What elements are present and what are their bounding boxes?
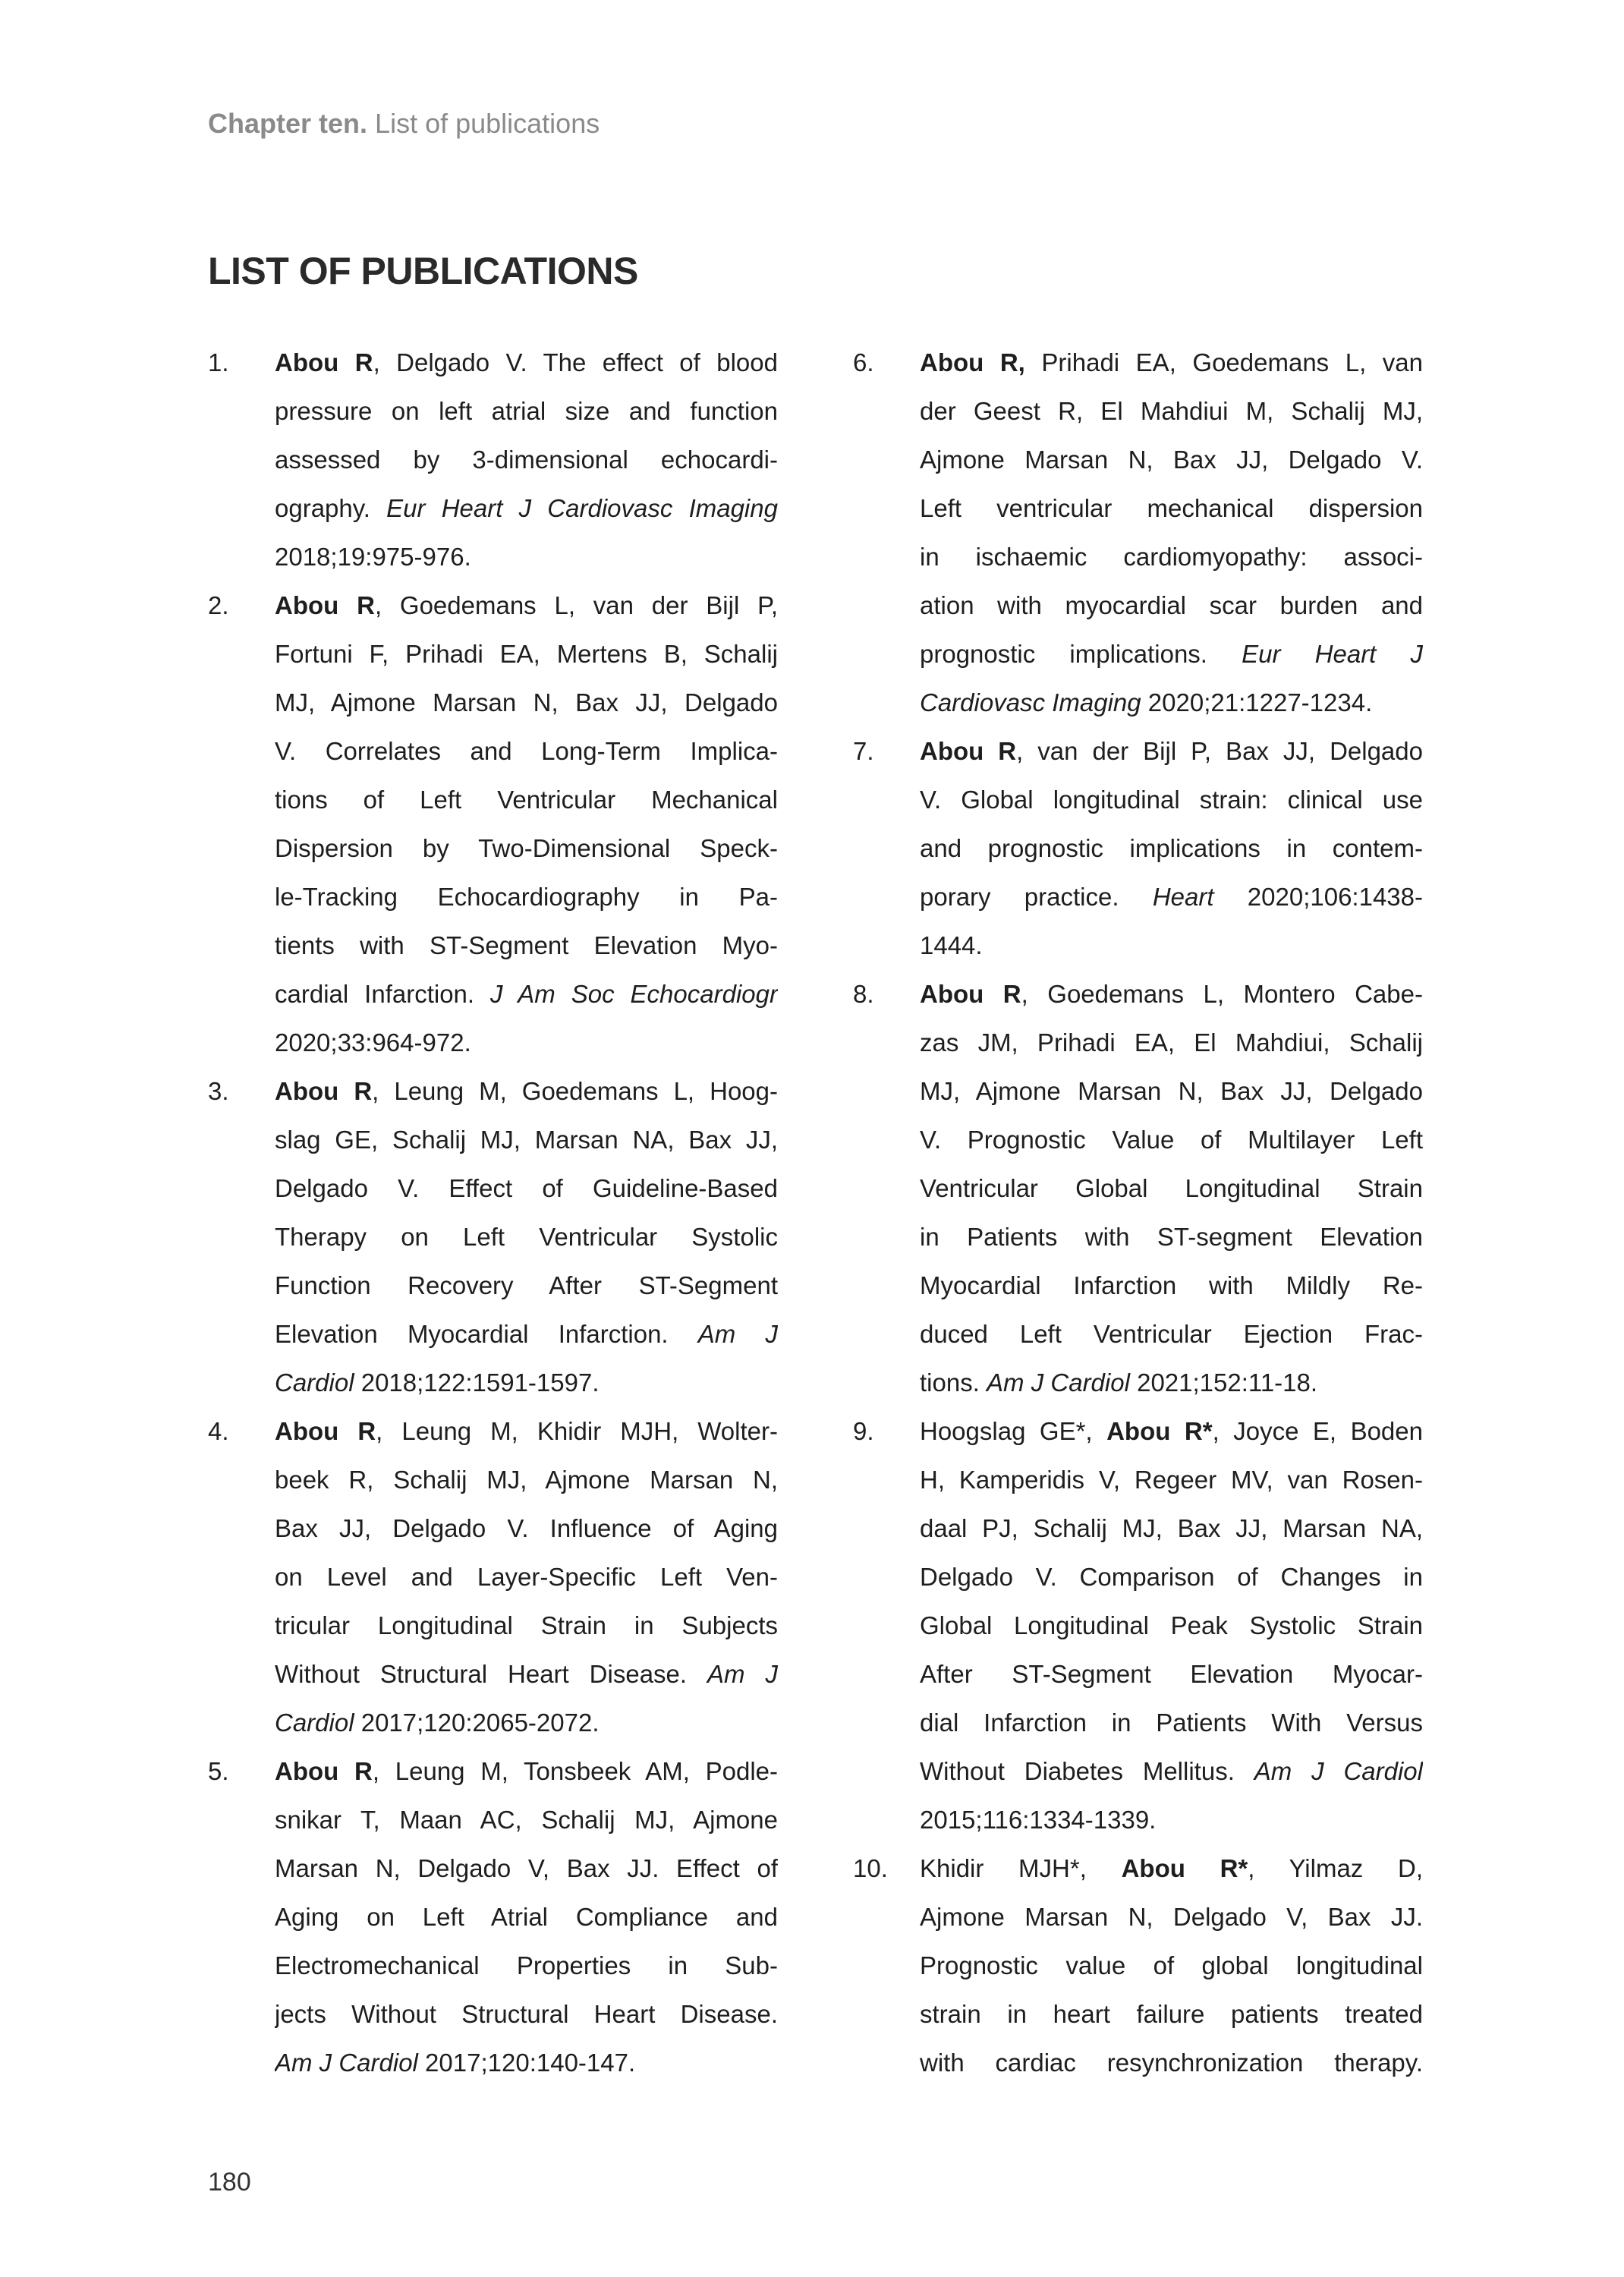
entry-text: , Goedemans L, Montero Cabe- <box>1021 980 1423 1008</box>
entry-line <box>920 824 1423 873</box>
entry-text: Hoogslag GE*, <box>920 1417 1107 1445</box>
entry-text: Bax JJ, Delgado V. Influence of Aging <box>275 1514 778 1542</box>
entry-text: tions of Left Ventricular Mechanical <box>275 786 778 814</box>
entry-line <box>275 1310 778 1359</box>
entry-line <box>275 1699 778 1747</box>
entry-line <box>920 679 1423 727</box>
entry-text: beek R, Schalij MJ, Ajmone Marsan N, <box>275 1466 778 1494</box>
entry-text: Without Structural Heart Disease. <box>275 1660 708 1688</box>
entry-number: 2. <box>208 591 229 619</box>
entry-line <box>275 921 778 970</box>
entry-line <box>920 387 1423 436</box>
entry-text: strain in heart failure patients treated <box>920 2000 1423 2028</box>
entry-line <box>920 1553 1423 1601</box>
entry-text: MJ, Ajmone Marsan N, Bax JJ, Delgado <box>920 1077 1423 1105</box>
entry-text: 2017;120:140-147. <box>417 2049 636 2077</box>
entry-text: 1444. <box>920 931 983 959</box>
entry-text: tients with ST-Segment Elevation Myo- <box>275 931 778 959</box>
entry-text: 2017;120:2065-2072. <box>354 1709 600 1737</box>
publication-entry <box>853 727 1424 970</box>
entry-line <box>920 1601 1423 1650</box>
entry-text: 2020;33:964-972. <box>275 1028 471 1057</box>
page-number: 180 <box>208 2168 251 2197</box>
entry-line <box>920 1893 1423 1942</box>
publication-entry <box>853 970 1424 1407</box>
entry-line <box>275 1456 778 1504</box>
entry-text: 2021;152:11-18. <box>1129 1368 1318 1397</box>
journal-name: Am J <box>707 1660 778 1688</box>
journal-name: Eur Heart J Cardiovasc Imaging <box>386 494 778 522</box>
journal-name: Am J <box>697 1320 778 1348</box>
entry-text: Myocardial Infarction with Mildly Re- <box>920 1271 1423 1299</box>
entry-number: 8. <box>853 980 874 1008</box>
entry-text: 2020;21:1227-1234. <box>1141 688 1373 716</box>
entry-number: 1. <box>208 348 229 376</box>
journal-name: Eur Heart J <box>1242 640 1423 668</box>
entry-text: cardial Infarction. <box>275 980 491 1008</box>
entry-line <box>275 581 778 630</box>
page-title: LIST OF PUBLICATIONS <box>208 250 638 292</box>
entry-line <box>920 1942 1423 1990</box>
entry-line <box>275 1796 778 1844</box>
entry-line <box>275 2039 778 2087</box>
journal-name: Am J Cardiol <box>1254 1757 1423 1785</box>
entry-line <box>275 1407 778 1456</box>
journal-name: Cardiovasc Imaging <box>920 688 1141 716</box>
entry-text: dial Infarction in Patients With Versus <box>920 1709 1423 1737</box>
entry-text: Ajmone Marsan N, Bax JJ, Delgado V. <box>920 446 1423 474</box>
entry-text: , van der Bijl P, Bax JJ, Delgado <box>1016 737 1423 765</box>
entry-number: 4. <box>208 1417 229 1445</box>
entry-line <box>920 1310 1423 1359</box>
entry-line <box>275 1601 778 1650</box>
entry-text: Fortuni F, Prihadi EA, Mertens B, Schalij <box>275 640 778 668</box>
entry-text: Function Recovery After ST-Segment <box>275 1271 778 1299</box>
entry-line <box>920 630 1423 679</box>
entry-line <box>920 1261 1423 1310</box>
entry-text: Electromechanical Properties in Sub- <box>275 1951 778 1979</box>
author-highlight: Abou R <box>275 1757 373 1785</box>
entry-line <box>920 1504 1423 1553</box>
entry-text: slag GE, Schalij MJ, Marsan NA, Bax JJ, <box>275 1126 778 1154</box>
entry-line <box>920 970 1423 1019</box>
entry-text: jects Without Structural Heart Disease. <box>275 2000 778 2028</box>
entry-number: 10. <box>853 1854 888 1882</box>
entry-text: Without Diabetes Mellitus. <box>920 1757 1254 1785</box>
entry-text: , Yilmaz D, <box>1248 1854 1423 1882</box>
entry-line <box>920 921 1423 970</box>
entry-text: Therapy on Left Ventricular Systolic <box>275 1223 778 1251</box>
entry-line <box>275 1747 778 1796</box>
entry-text: tricular Longitudinal Strain in Subjects <box>275 1611 778 1639</box>
entry-line <box>920 581 1423 630</box>
entry-text: , Leung M, Tonsbeek AM, Podle- <box>372 1757 778 1785</box>
entry-line <box>920 873 1423 921</box>
entry-text: Delgado V. Effect of Guideline-Based <box>275 1174 778 1202</box>
journal-name: J Am Soc Echocardiogr <box>490 980 778 1008</box>
entry-line <box>275 1844 778 1893</box>
entry-line <box>920 339 1423 387</box>
journal-name: Heart <box>1152 883 1214 911</box>
entry-line <box>275 1990 778 2039</box>
entry-text: After ST-Segment Elevation Myocar- <box>920 1660 1423 1688</box>
entry-text: and prognostic implications in contem- <box>920 834 1423 862</box>
author-highlight: Abou R* <box>1121 1854 1248 1882</box>
entry-number: 5. <box>208 1757 229 1785</box>
entry-line <box>920 1990 1423 2039</box>
entry-line <box>920 1699 1423 1747</box>
entry-line <box>275 1942 778 1990</box>
entry-line <box>920 727 1423 776</box>
entry-text: in ischaemic cardiomyopathy: associ- <box>920 543 1423 571</box>
entry-text: 2018;19:975-976. <box>275 543 471 571</box>
author-highlight: Abou R <box>275 1077 373 1105</box>
journal-name: Cardiol <box>275 1368 354 1397</box>
entry-line <box>920 436 1423 484</box>
entry-line <box>275 1893 778 1942</box>
entry-line <box>275 776 778 824</box>
entry-text: , Leung M, Goedemans L, Hoog- <box>372 1077 778 1105</box>
entry-line <box>275 1261 778 1310</box>
entry-line <box>275 484 778 533</box>
entry-line <box>275 679 778 727</box>
author-highlight: Abou R* <box>1106 1417 1213 1445</box>
running-header-section: List of publications <box>375 108 600 139</box>
author-highlight: Abou R <box>275 348 373 376</box>
entry-line <box>920 1067 1423 1116</box>
entry-text: prognostic implications. <box>920 640 1242 668</box>
publication-entry <box>208 1067 779 1407</box>
entry-line <box>275 1504 778 1553</box>
entry-number: 3. <box>208 1077 229 1105</box>
entry-text: Left ventricular mechanical dispersion <box>920 494 1423 522</box>
entry-text: Global Longitudinal Peak Systolic Strain <box>920 1611 1423 1639</box>
entry-text: , Leung M, Khidir MJH, Wolter- <box>376 1417 778 1445</box>
entry-text: , Delgado V. The effect of blood <box>373 348 778 376</box>
entry-line <box>920 1407 1423 1456</box>
entry-text: Delgado V. Comparison of Changes in <box>920 1563 1423 1591</box>
entry-line <box>920 1650 1423 1699</box>
entry-text: , Joyce E, Boden <box>1212 1417 1423 1445</box>
entry-line <box>920 1164 1423 1213</box>
entry-line <box>920 2039 1423 2087</box>
author-highlight: Abou R <box>920 737 1017 765</box>
author-highlight: Abou R <box>920 980 1021 1008</box>
entry-line <box>275 1067 778 1116</box>
journal-name: Cardiol <box>275 1709 354 1737</box>
entry-text: MJ, Ajmone Marsan N, Bax JJ, Delgado <box>275 688 778 716</box>
publication-entry <box>208 339 779 581</box>
entry-line <box>920 484 1423 533</box>
publication-column-right <box>853 339 1424 2087</box>
entry-text: duced Left Ventricular Ejection Frac- <box>920 1320 1423 1348</box>
entry-text: ation with myocardial scar burden and <box>920 591 1423 619</box>
entry-text: V. Correlates and Long-Term Implica- <box>275 737 778 765</box>
entry-text: snikar T, Maan AC, Schalij MJ, Ajmone <box>275 1806 778 1834</box>
entry-text: daal PJ, Schalij MJ, Bax JJ, Marsan NA, <box>920 1514 1423 1542</box>
entry-line <box>920 1019 1423 1067</box>
entry-line <box>275 339 778 387</box>
entry-line <box>920 533 1423 581</box>
entry-text: Elevation Myocardial Infarction. <box>275 1320 698 1348</box>
entry-text: ography. <box>275 494 387 522</box>
publication-entry <box>853 1407 1424 1844</box>
publication-column-left <box>208 339 779 2087</box>
publication-entry <box>208 581 779 1067</box>
entry-line <box>275 873 778 921</box>
entry-line <box>275 1650 778 1699</box>
entry-number: 6. <box>853 348 874 376</box>
entry-text: Dispersion by Two-Dimensional Speck- <box>275 834 778 862</box>
entry-text: Ajmone Marsan N, Delgado V, Bax JJ. <box>920 1903 1423 1931</box>
publication-entry <box>853 1844 1424 2087</box>
entry-line <box>275 1553 778 1601</box>
author-highlight: Abou R <box>275 1417 376 1445</box>
entry-text: 2018;122:1591-1597. <box>354 1368 600 1397</box>
entry-text: Khidir MJH*, <box>920 1854 1122 1882</box>
entry-number: 7. <box>853 737 874 765</box>
entry-line <box>275 1213 778 1261</box>
entry-line <box>920 1747 1423 1796</box>
entry-text: H, Kamperidis V, Regeer MV, van Rosen- <box>920 1466 1423 1494</box>
entry-text: Prihadi EA, Goedemans L, van <box>1024 348 1423 376</box>
journal-name: Am J Cardiol <box>275 2049 418 2077</box>
entry-line <box>275 436 778 484</box>
entry-text: zas JM, Prihadi EA, El Mahdiui, Schalij <box>920 1028 1423 1057</box>
entry-text: , Goedemans L, van der Bijl P, <box>374 591 778 619</box>
entry-line <box>920 1844 1423 1893</box>
entry-line <box>275 387 778 436</box>
entry-text: Marsan N, Delgado V, Bax JJ. Effect of <box>275 1854 778 1882</box>
entry-line <box>275 1164 778 1213</box>
publication-entry <box>208 1407 779 1747</box>
author-highlight: Abou R, <box>920 348 1025 376</box>
entry-text: on Level and Layer-Specific Left Ven- <box>275 1563 778 1591</box>
entry-number: 9. <box>853 1417 874 1445</box>
publication-entry <box>853 339 1424 727</box>
entry-line <box>920 1359 1423 1407</box>
entry-line <box>275 727 778 776</box>
entry-line <box>275 1019 778 1067</box>
entry-text: V. Prognostic Value of Multilayer Left <box>920 1126 1423 1154</box>
entry-text: tions. <box>920 1368 987 1397</box>
entry-text: V. Global longitudinal strain: clinical use <box>920 786 1423 814</box>
entry-line <box>275 533 778 581</box>
entry-line <box>920 1796 1423 1844</box>
entry-line <box>920 1116 1423 1164</box>
entry-text: in Patients with ST-segment Elevation <box>920 1223 1423 1251</box>
entry-text: Prognostic value of global longitudinal <box>920 1951 1423 1979</box>
entry-text: assessed by 3-dimensional echocardi- <box>275 446 778 474</box>
running-header <box>208 108 600 140</box>
entry-line <box>275 1116 778 1164</box>
entry-line <box>275 1359 778 1407</box>
entry-line <box>920 1213 1423 1261</box>
entry-text: Aging on Left Atrial Compliance and <box>275 1903 778 1931</box>
entry-line <box>275 970 778 1019</box>
entry-text: with cardiac resynchronization therapy. <box>920 2049 1423 2077</box>
entry-line <box>920 776 1423 824</box>
entry-text: Ventricular Global Longitudinal Strain <box>920 1174 1423 1202</box>
entry-text: 2020;106:1438- <box>1213 883 1423 911</box>
entry-line <box>920 1456 1423 1504</box>
journal-name: Am J Cardiol <box>987 1368 1130 1397</box>
entry-text: le-Tracking Echocardiography in Pa- <box>275 883 778 911</box>
entry-text: 2015;116:1334-1339. <box>920 1806 1157 1834</box>
entry-text: pressure on left atrial size and function <box>275 397 778 425</box>
entry-text: der Geest R, El Mahdiui M, Schalij MJ, <box>920 397 1423 425</box>
author-highlight: Abou R <box>275 591 375 619</box>
publication-entry <box>208 1747 779 2087</box>
entry-line <box>275 824 778 873</box>
running-header-chapter: Chapter ten. <box>208 108 368 139</box>
entry-line <box>275 630 778 679</box>
entry-text: porary practice. <box>920 883 1153 911</box>
